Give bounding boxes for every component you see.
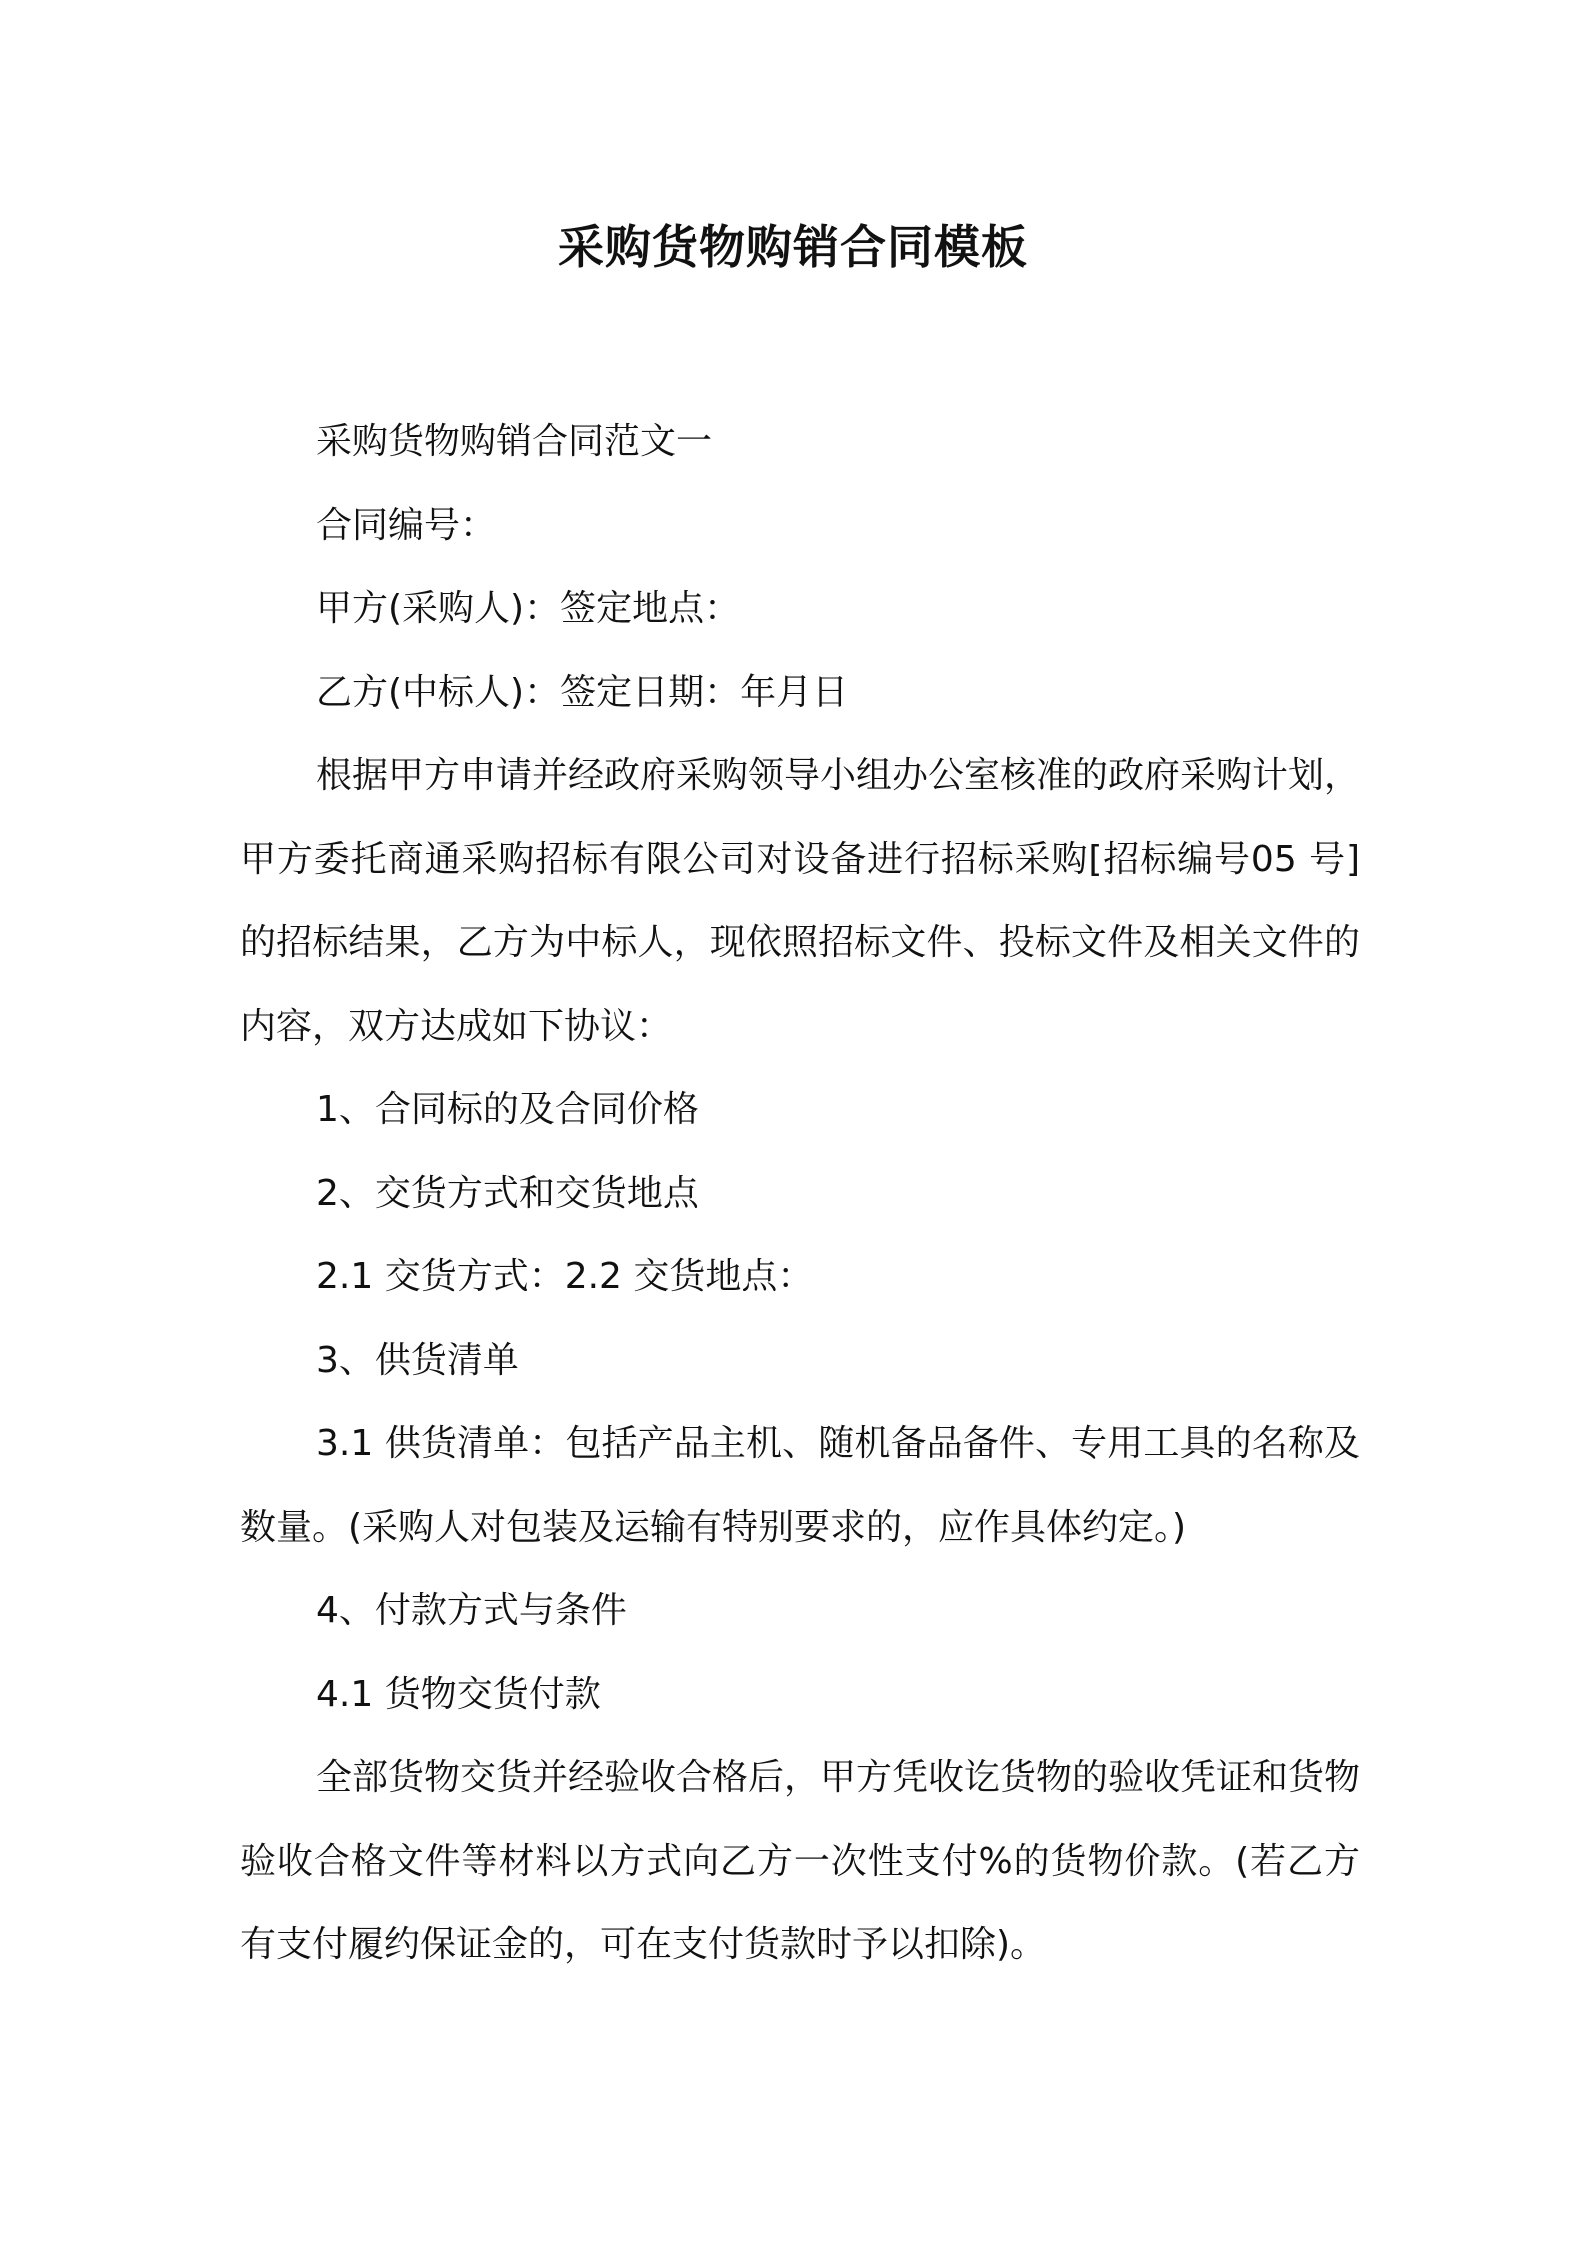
paragraph-section-3-1: 3.1 供货清单：包括产品主机、随机备品备件、专用工具的名称及数量。(采购人对包装及运输有特别要求的，应作具体约定。) [240,1423,1360,1548]
paragraph-preamble: 根据甲方申请并经政府采购领导小组办公室核准的政府采购计划，甲方委托商通采购招标有限公司对设备进行招标采购[招标编号05 号]的招标结果，乙方为中标人，现依照招标文件、投标文件及相关文件的内容，双方达成如下协议： [240,755,1361,1047]
paragraph-section-2-1: 2.1 交货方式：2.2 交货地点： [316,1256,814,1297]
paragraph-section-2: 2、交货方式和交货地点 [316,1172,699,1214]
paragraph-party-b: 乙方(中标人)：签定日期：年月日 [316,671,849,713]
document-title: 采购货物购销合同模板 [558,220,1028,274]
document-body [240,400,1360,1987]
paragraph-payment-terms: 全部货物交货并经验收合格后，甲方凭收讫货物的验收凭证和货物验收合格文件等材料以方式向乙方一次性支付%的货物价款。(若乙方有支付履约保证金的，可在支付货款时予以扣除)。 [240,1757,1361,1965]
paragraph-section-3: 3、供货清单 [316,1339,519,1381]
paragraph-section-4-1: 4.1 货物交货付款 [316,1673,601,1715]
paragraph-section-1: 1、合同标的及合同价格 [316,1089,699,1130]
paragraph-party-a: 甲方(采购人)：签定地点： [316,588,741,629]
paragraph-contract-number: 合同编号： [316,504,497,546]
paragraph-contract-sample-heading: 采购货物购销合同范文一 [316,421,713,462]
paragraph-section-4: 4、付款方式与条件 [316,1590,627,1631]
